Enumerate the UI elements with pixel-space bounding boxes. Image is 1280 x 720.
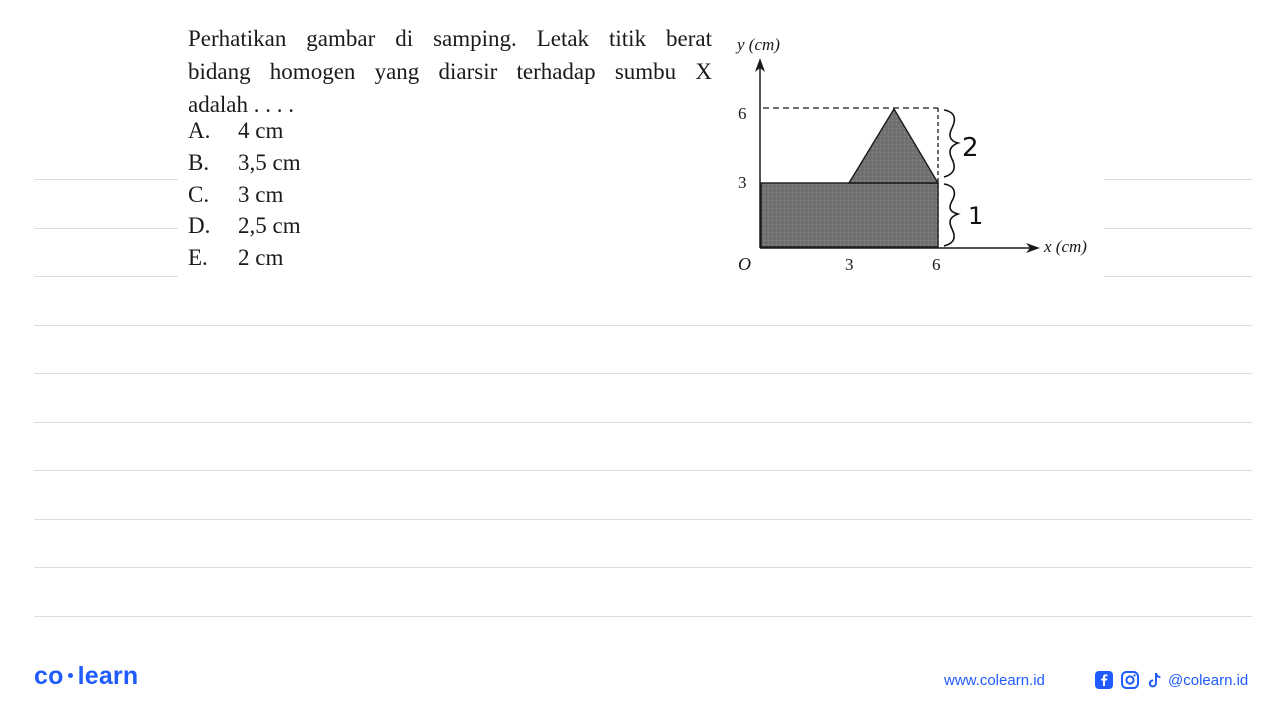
- centroid-diagram: [720, 20, 1120, 280]
- option-text: 3,5 cm: [238, 150, 301, 175]
- option-text: 4 cm: [238, 118, 284, 143]
- ruled-line: [34, 373, 1252, 374]
- option-letter: E.: [188, 245, 208, 270]
- ruled-line: [1104, 228, 1252, 229]
- y-tick-6: 6: [738, 104, 747, 123]
- option-b[interactable]: [188, 147, 301, 179]
- ruled-line: [1104, 276, 1252, 277]
- brace-top-icon: [944, 110, 958, 177]
- question-text: [188, 22, 712, 88]
- ruled-line: [34, 616, 1252, 617]
- option-e[interactable]: [188, 242, 283, 274]
- ruled-line: [34, 276, 178, 277]
- option-text: 3 cm: [238, 182, 284, 207]
- website-link[interactable]: www.colearn.id: [944, 672, 1045, 689]
- x-tick-3: 3: [845, 255, 854, 274]
- shaded-rectangle: [761, 183, 938, 247]
- social-handle[interactable]: @colearn.id: [1168, 672, 1249, 689]
- logo-right: learn: [77, 662, 139, 690]
- question-line-3: adalah . . . .: [188, 92, 295, 117]
- ruled-line: [34, 470, 1252, 471]
- question-line-2: bidang homogen yang diarsir terhadap sumbu X: [188, 59, 712, 84]
- colearn-logo: [34, 662, 138, 691]
- ruled-line: [34, 519, 1252, 520]
- ruled-line: [34, 422, 1252, 423]
- facebook-icon[interactable]: [1094, 670, 1114, 690]
- brace-bottom-icon: [944, 184, 958, 246]
- option-letter: D.: [188, 213, 211, 238]
- option-letter: C.: [188, 182, 210, 207]
- option-a[interactable]: [188, 115, 283, 147]
- option-letter: A.: [188, 118, 211, 143]
- ruled-line: [34, 228, 178, 229]
- instagram-icon[interactable]: [1120, 670, 1140, 690]
- option-c[interactable]: [188, 179, 283, 211]
- option-text: 2,5 cm: [238, 213, 301, 238]
- option-letter: B.: [188, 150, 210, 175]
- x-axis-label: x (cm): [1044, 237, 1087, 256]
- tiktok-icon[interactable]: [1145, 670, 1165, 690]
- brace-bottom-annotation: 1: [968, 202, 984, 230]
- ruled-line: [34, 325, 1252, 326]
- logo-left: co: [34, 662, 64, 690]
- shaded-triangle: [849, 109, 938, 183]
- x-tick-6: 6: [932, 255, 941, 274]
- y-axis-label: y (cm): [737, 35, 780, 54]
- logo-dot: [68, 673, 73, 678]
- brace-top-annotation: 2: [962, 133, 979, 163]
- question-line-1: Perhatikan gambar di samping. Letak titik berat: [188, 26, 712, 51]
- ruled-line: [34, 567, 1252, 568]
- option-text: 2 cm: [238, 245, 284, 270]
- ruled-line: [1104, 179, 1252, 180]
- origin-label: O: [738, 254, 751, 274]
- option-d[interactable]: [188, 210, 301, 242]
- y-tick-3: 3: [738, 173, 747, 192]
- ruled-line: [34, 179, 178, 180]
